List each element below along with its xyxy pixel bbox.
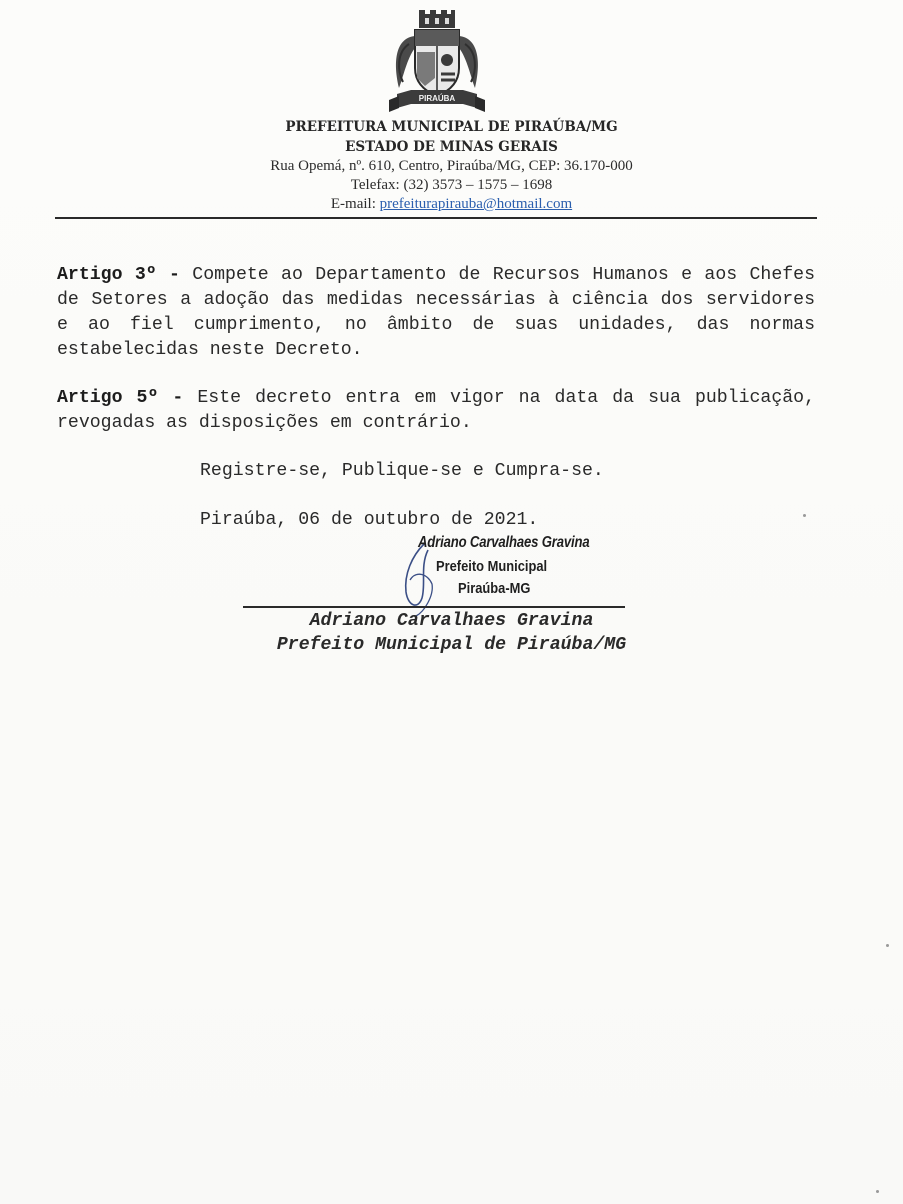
scan-speck bbox=[876, 1190, 879, 1193]
signatory-title: Prefeito Municipal de Piraúba/MG bbox=[276, 635, 627, 655]
article-3-paragraph bbox=[57, 263, 815, 363]
phone: Telefax: (32) 3573 – 1575 – 1698 bbox=[350, 177, 553, 193]
address: Rua Opemá, nº. 610, Centro, Piraúba/MG, CEP: 36.170-000 bbox=[270, 158, 633, 174]
article-3-label: Artigo 3º - bbox=[57, 265, 180, 285]
closing-formula: Registre-se, Publique-se e Cumpra-se. bbox=[200, 461, 604, 481]
handwritten-signature bbox=[398, 540, 438, 620]
article-5-label: Artigo 5º - bbox=[57, 388, 184, 408]
state-name: ESTADO DE MINAS GERAIS bbox=[345, 139, 558, 155]
email-label: E-mail: bbox=[330, 196, 380, 212]
email-link[interactable]: prefeiturapirauba@hotmail.com bbox=[379, 196, 573, 212]
scan-speck bbox=[803, 514, 806, 517]
signatory-name: Adriano Carvalhaes Gravina bbox=[309, 611, 594, 631]
place-and-date: Piraúba, 06 de outubro de 2021. bbox=[200, 510, 539, 530]
article-3-text: Compete ao Departamento de Recursos Humanos e aos Chefes de Setores a adoção das medidas necessárias à ciência dos servidores e ao fiel cumprimento, no âmbito de suas unidades, das normas estabelecidas neste Decreto. bbox=[57, 265, 815, 360]
stamp-name: Adriano Carvalhaes Gravina bbox=[418, 534, 590, 551]
city-hall-name: PREFEITURA MUNICIPAL DE PIRAÚBA/MG bbox=[285, 119, 618, 135]
signature-line bbox=[243, 606, 625, 608]
article-5-paragraph bbox=[57, 386, 815, 436]
email-line bbox=[0, 196, 903, 213]
stamp-city: Piraúba-MG bbox=[458, 580, 531, 597]
scan-speck bbox=[886, 944, 889, 947]
municipal-crest-logo bbox=[385, 8, 489, 116]
article-5-text: Este decreto entra em vigor na data da sua publicação, revogadas as disposições em contrário. bbox=[57, 388, 815, 433]
crest-banner-text: PIRAÚBA bbox=[418, 94, 456, 103]
header-divider bbox=[55, 217, 817, 219]
stamp-title: Prefeito Municipal bbox=[436, 558, 548, 575]
